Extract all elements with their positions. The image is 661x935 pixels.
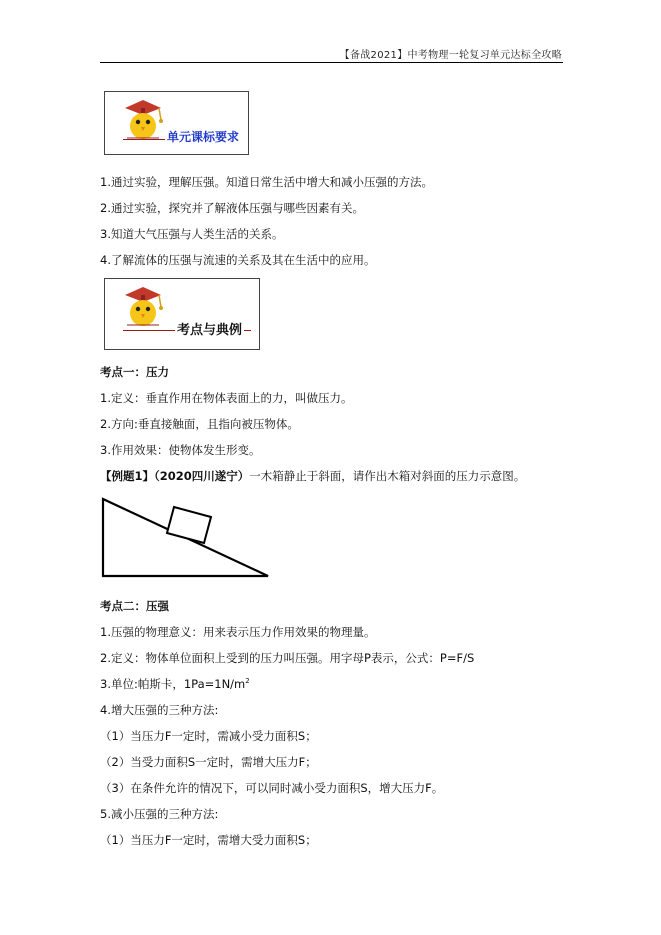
wooden-box: [167, 507, 211, 543]
kp2-item-5-1: （1）当压力F一定时，需增大受力面积S；: [100, 833, 317, 847]
kp2-item-4: 4.增大压强的三种方法:: [100, 703, 219, 717]
example-tag: 【例题1】: [100, 469, 155, 483]
requirement-item-2: 2.通过实验，探究并了解液体压强与哪些因素有关。: [100, 201, 364, 215]
requirement-item-3: 3.知道大气压强与人类生活的关系。: [100, 227, 284, 241]
example-question: 一木箱静止于斜面，请作出木箱对斜面的压力示意图。: [249, 469, 526, 483]
kp2-item-4-3: （3）在条件允许的情况下，可以同时减小受力面积S，增大压力F。: [100, 781, 444, 795]
kp2-item-2: 2.定义：物体单位面积上受到的压力叫压强。用字母P表示，公式：P=F/S: [100, 651, 475, 665]
chick-graduate-icon: [119, 98, 167, 142]
kp1-heading: 考点一：压力: [100, 365, 169, 379]
header-rule: [100, 62, 563, 63]
kp1-item-1: 1.定义：垂直作用在物体表面上的力，叫做压力。: [100, 391, 353, 405]
section-badge-unit-requirements: [104, 91, 249, 155]
unit-superscript: 2: [245, 677, 250, 686]
example-1: [100, 468, 525, 484]
kp2-item-5: 5.减小压强的三种方法:: [100, 807, 219, 821]
kp2-item-4-2: （2）当受力面积S一定时，需增大压力F；: [100, 755, 317, 769]
kp2-item-4-1: （1）当压力F一定时，需减小受力面积S；: [100, 729, 317, 743]
kp2-item-1: 1.压强的物理意义：用来表示压力作用效果的物理量。: [100, 625, 376, 639]
requirement-item-1: 1.通过实验，理解压强。知道日常生活中增大和减小压强的方法。: [100, 175, 433, 189]
kp2-heading: 考点二：压强: [100, 599, 169, 613]
kp1-item-2: 2.方向:垂直接触面，且指向被压物体。: [100, 417, 299, 431]
incline-box-diagram: [100, 496, 272, 580]
example-source: （2020四川遂宁）: [154, 469, 250, 483]
kp2-item-3: [100, 676, 250, 692]
badge-title: 单元课标要求: [167, 130, 240, 144]
requirement-item-4: 4.了解流体的压强与流速的关系及其在生活中的应用。: [100, 253, 376, 267]
badge-title: 考点与典例: [175, 319, 244, 338]
kp1-item-3: 3.作用效果：使物体发生形变。: [100, 443, 261, 457]
page-header: 【备战2021】中考物理一轮复习单元达标全攻略: [339, 50, 562, 61]
unit-text: 3.单位:帕斯卡，1Pa=1N/m: [100, 677, 246, 691]
section-badge-key-points: [104, 278, 260, 350]
chick-graduate-icon: [119, 285, 167, 329]
